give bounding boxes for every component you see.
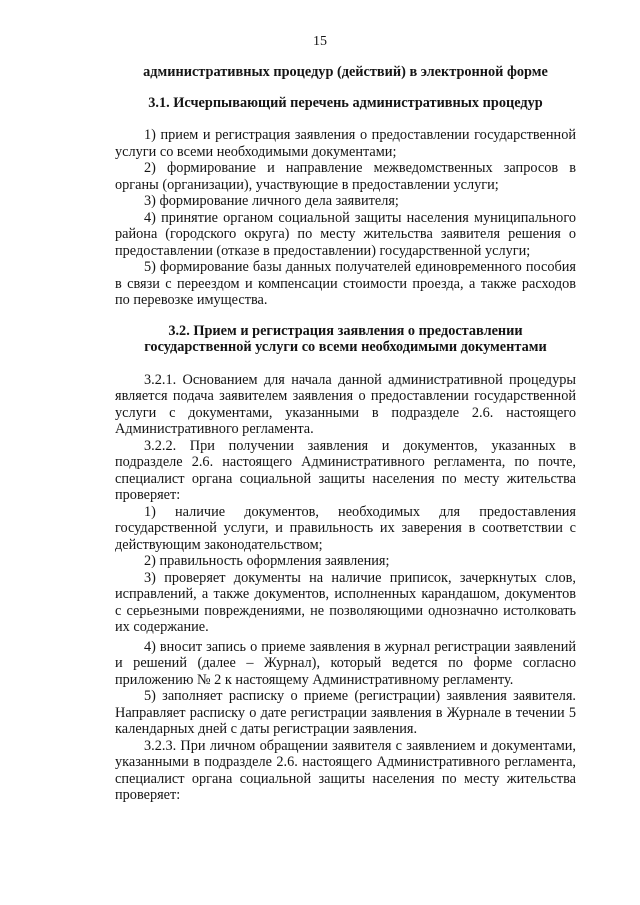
section-3-2-paragraph: 3) проверяет документы на наличие приписок, зачеркнутых слов, исправлений, а также документов, исполненных карандашом, документов с серьезными повреждениями, не позволяющими однозначно истолковать их содержание.	[115, 569, 576, 635]
section-3-1-item: 3) формирование личного дела заявителя;	[144, 193, 399, 209]
document-body	[115, 64, 576, 804]
section-3-1-item: 1) прием и регистрация заявления о предоставлении государственной услуги со всеми необходимыми документами;	[115, 127, 576, 160]
section-3-2-paragraph: 2) правильность оформления заявления;	[144, 553, 390, 569]
page-number: 15	[313, 34, 327, 49]
section-3-2-paragraph: 3.2.1. Основанием для начала данной административной процедуры является подача заявителем заявления о предоставлении государственной услуги с документами, указанными в подразделе 2.6. настоящего Административного регламента.	[115, 371, 576, 437]
section-3-2-paragraph: 3.2.3. При личном обращении заявителя с заявлением и документами, указанными в подразделе 2.6. настоящего Административного регламента, специалист органа социальной защиты населения по месту жительства проверяет:	[115, 737, 576, 803]
section-3-1-item: 2) формирование и направление межведомственных запросов в органы (организации), участвующие в предоставлении услуги;	[115, 160, 576, 193]
section-3-2-paragraph: 1) наличие документов, необходимых для предоставления государственной услуги, и правильность их заверения в соответствии с действующим законодательством;	[115, 503, 576, 553]
section-3-1-title: 3.1. Исчерпывающий перечень административных процедур	[148, 94, 543, 111]
header-continuation: административных процедур (действий) в электронной форме	[143, 64, 548, 80]
section-3-2-paragraph: 4) вносит запись о приеме заявления в журнал регистрации заявлений и решений (далее – Журнал), который ведется по форме согласно приложению № 2 к настоящему Административному регламенту.	[115, 638, 576, 688]
section-3-2-title: 3.2. Прием и регистрация заявления о предоставлении государственной услуги со всеми необходимыми документами	[144, 322, 547, 355]
section-3-1-item: 4) принятие органом социальной защиты населения муниципального района (городского округа) по месту жительства заявителя решения о предоставлении (отказе в предоставлении) государственной услуги;	[115, 209, 576, 259]
section-3-2-paragraph: 5) заполняет расписку о приеме (регистрации) заявления заявителя. Направляет расписку о дате регистрации заявления в Журнале в течении 5 календарных дней с даты регистрации заявления.	[115, 688, 576, 737]
section-3-1-item: 5) формирование базы данных получателей единовременного пособия в связи с переездом и компенсации стоимости проезда, а также расходов по перевозке имущества.	[115, 259, 576, 308]
section-3-2-paragraph: 3.2.2. При получении заявления и документов, указанных в подразделе 2.6. настоящего Административного регламента, по почте, специалист органа социальной защиты населения по месту жительства проверяет:	[115, 437, 576, 503]
